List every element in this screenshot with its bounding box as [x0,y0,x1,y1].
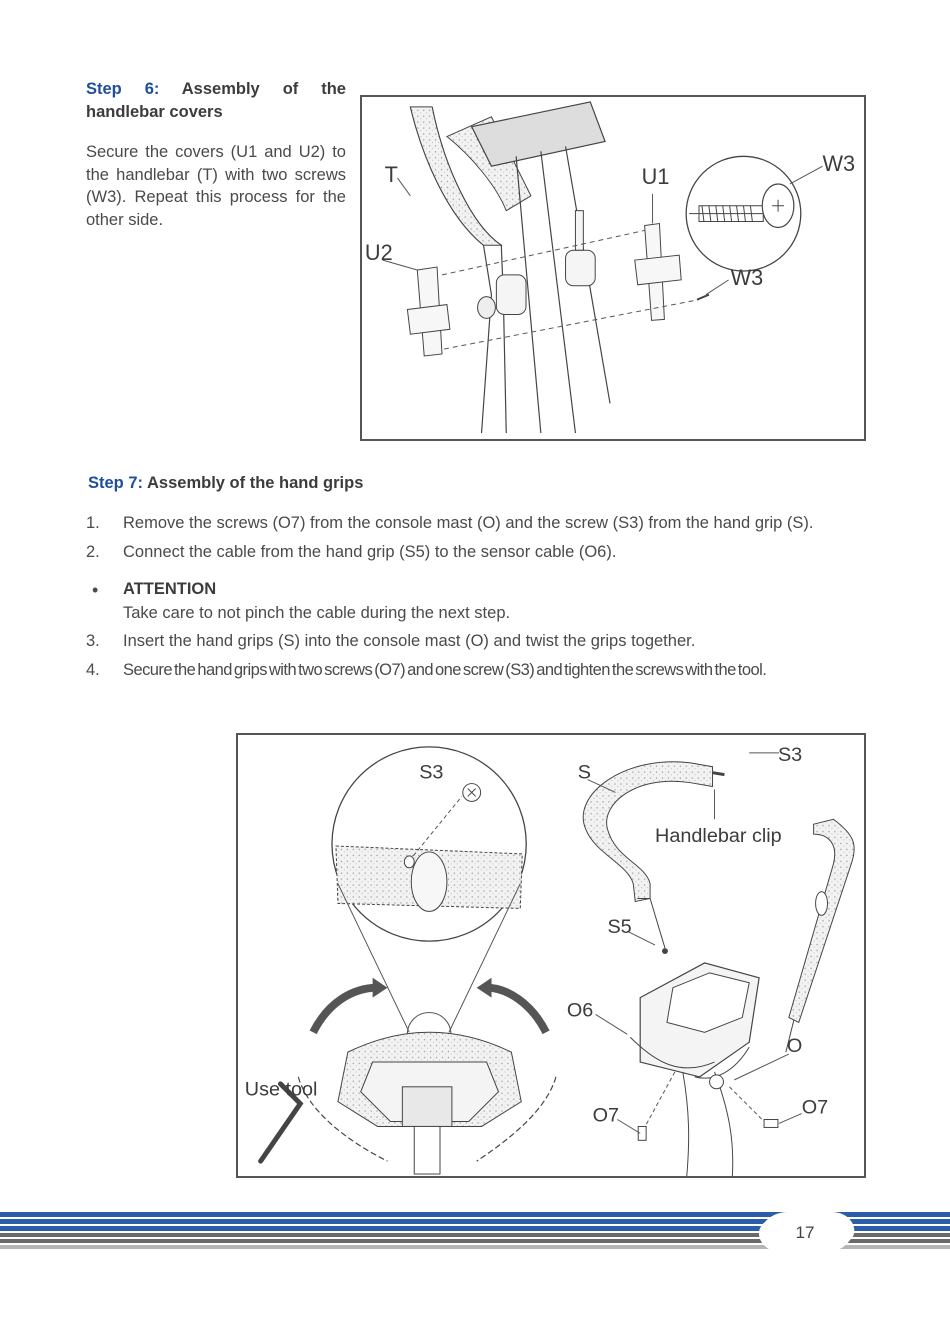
step6-label: Step 6: [86,80,160,98]
step7-label: Step 7: [88,474,144,492]
label-u2: U2 [364,240,393,266]
label-s3-top: S3 [777,743,803,766]
figure-handlebar-covers [360,95,866,441]
label-o7-left: O7 [592,1104,620,1127]
label-handlebar-clip: Handlebar clip [655,825,782,848]
label-u1: U1 [641,163,670,189]
step7-heading [88,474,363,493]
label-s3-zoom: S3 [419,761,444,784]
step6-instructions: Secure the covers (U1 and U2) to the handlebar (T) with two screws (W3). Repeat this process for the other side. [86,143,346,229]
handlebar-covers-illustration [362,97,864,439]
list-item: 2. Connect the cable from the hand grip (S5) to the sensor cable (O6). [86,543,617,561]
list-item: 1. Remove the screws (O7) from the console mast (O) and the screw (S3) from the hand grip (S). [86,514,814,532]
step6-heading [86,78,346,124]
page-number: 17 [795,1223,815,1242]
label-w3-top: W3 [822,151,856,177]
hand-grips-illustration [238,735,864,1176]
label-s5: S5 [607,916,632,939]
list-item: 3. Insert the hand grips (S) into the console mast (O) and twist the grips together. [86,632,696,650]
label-s: S [577,761,591,784]
attention-text: Take care to not pinch the cable during the next step. [123,604,511,622]
label-w3-screw: W3 [730,264,764,290]
label-use-tool: Use tool [244,1078,318,1101]
label-o7-right: O7 [801,1096,829,1119]
label-t: T [384,162,398,188]
figure-hand-grips [236,733,866,1178]
bullet-icon: • [92,580,99,600]
label-o6: O6 [566,999,594,1022]
list-item: 4. Secure the hand grips with two screws (O7) and one screw (S3) and tighten the screws with the tool. [86,661,767,679]
step7-title: Assembly of the hand grips [147,474,364,492]
attention-title: ATTENTION [123,580,217,598]
attention-item [86,580,876,604]
label-o: O [786,1035,803,1058]
step6-title: Assembly of the handlebar covers [86,80,346,121]
